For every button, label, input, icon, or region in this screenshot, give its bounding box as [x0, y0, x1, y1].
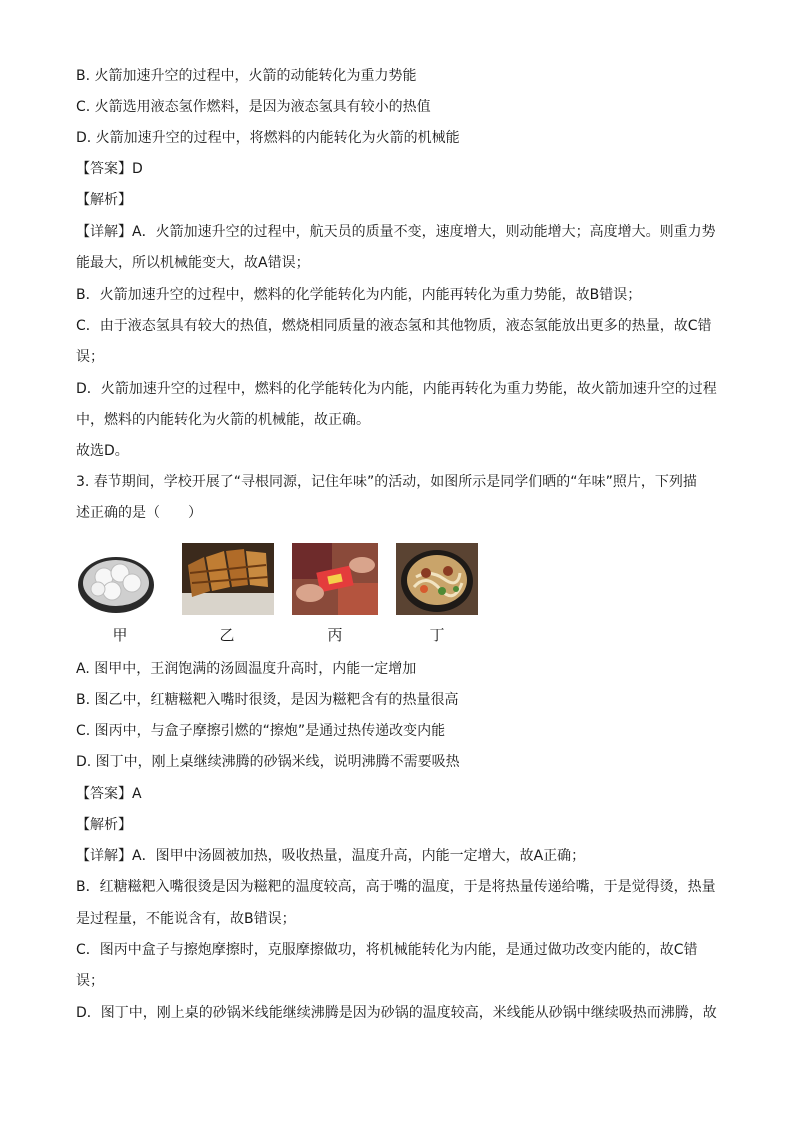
- option-c: C. 图丙中，与盒子摩擦引燃的“擦炮”是通过热传递改变内能: [76, 723, 446, 739]
- option-a: A. 图甲中，王润饱满的汤圆温度升高时，内能一定增加: [76, 661, 417, 677]
- detail-d-line2: 中，燃料的内能转化为火箭的机械能，故正确。: [76, 412, 370, 428]
- option-c: C. 火箭选用液态氢作燃料，是因为液态氢具有较小的热值: [76, 99, 431, 115]
- detail-b-line2: 是过程量，不能说含有，故B错误；: [76, 911, 296, 927]
- analysis-label: 【解析】: [76, 817, 132, 833]
- answer-label: 【答案】A: [76, 786, 142, 802]
- detail-a-line2: 能最大，所以机械能变大，故A错误；: [76, 255, 310, 271]
- caption-yi: 乙: [219, 626, 235, 644]
- caption-bing: 丙: [327, 626, 343, 644]
- option-b: B. 火箭加速升空的过程中，火箭的动能转化为重力势能: [76, 68, 417, 84]
- detail-a-line1: 【详解】A．火箭加速升空的过程中，航天员的质量不变，速度增大，则动能增大；高度增大。则重力势: [76, 224, 716, 240]
- detail-c-line2: 误；: [76, 973, 104, 989]
- option-d: D. 图丁中，刚上桌继续沸腾的砂锅米线，说明沸腾不需要吸热: [76, 754, 460, 770]
- caption-ding: 丁: [429, 626, 445, 644]
- option-d: D. 火箭加速升空的过程中，将燃料的内能转化为火箭的机械能: [76, 130, 460, 146]
- casserole-noodles-photo: [396, 543, 478, 615]
- answer-label: 【答案】D: [76, 161, 143, 177]
- detail-a: 【详解】A．图甲中汤圆被加热，吸收热量，温度升高，内能一定增大，故A正确；: [76, 848, 586, 864]
- photo-row: [76, 540, 486, 645]
- detail-d-line1: D．火箭加速升空的过程中，燃料的化学能转化为内能，内能再转化为重力势能，故火箭加速升空的过程: [76, 381, 717, 397]
- detail-c-line2: 误；: [76, 349, 104, 365]
- firecracker-photo: [292, 543, 378, 615]
- ciba-photo: [182, 543, 274, 615]
- stem-line1: 3. 春节期间，学校开展了“寻根同源，记住年味”的活动，如图所示是同学们晒的“年味”照片，下列描: [76, 474, 697, 490]
- detail-c-line1: C．图丙中盒子与擦炮摩擦时，克服摩擦做功，将机械能转化为内能，是通过做功改变内能的，故C错: [76, 942, 698, 958]
- detail-b: B．火箭加速升空的过程中，燃料的化学能转化为内能，内能再转化为重力势能，故B错误；: [76, 287, 642, 303]
- detail-d-line1: D．图丁中，刚上桌的砂锅米线能继续沸腾是因为砂锅的温度较高，米线能从砂锅中继续吸热而沸腾，故: [76, 1005, 717, 1021]
- conclusion: 故选D。: [76, 443, 129, 459]
- tangyuan-photo: [76, 543, 156, 615]
- option-b: B. 图乙中，红糖糍粑入嘴时很烫，是因为糍粑含有的热量很高: [76, 692, 459, 708]
- stem-line2: 述正确的是（ ）: [76, 505, 202, 521]
- detail-b-line1: B．红糖糍粑入嘴很烫是因为糍粑的温度较高，高于嘴的温度，于是将热量传递给嘴，于是觉得烫，热量: [76, 879, 716, 895]
- detail-c-line1: C．由于液态氢具有较大的热值，燃烧相同质量的液态氢和其他物质，液态氢能放出更多的热量，故C错: [76, 318, 712, 334]
- analysis-label: 【解析】: [76, 192, 132, 208]
- caption-jia: 甲: [112, 626, 128, 644]
